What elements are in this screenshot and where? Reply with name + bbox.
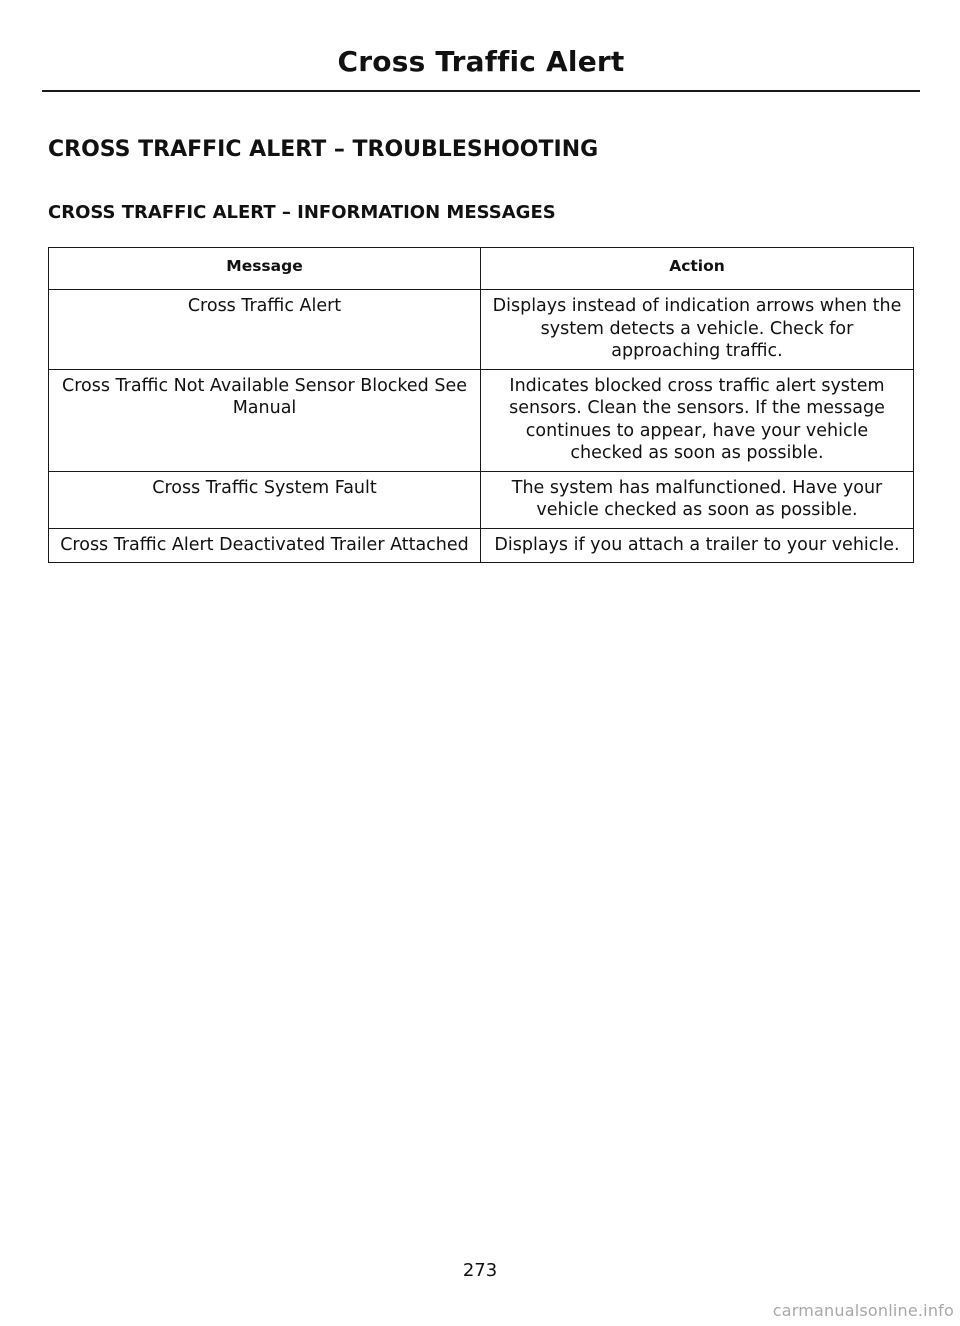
page-number: 273	[462, 1260, 498, 1281]
message-cell: Cross Traffic Alert Deactivated Trailer Attached	[49, 528, 481, 563]
column-header-message: Message	[49, 248, 481, 290]
action-cell: Indicates blocked cross traffic alert system sensors. Clean the sensors. If the message continues to appear, have your vehicle checked as soon as possible.	[481, 369, 914, 471]
table-row	[49, 369, 914, 471]
section-title: CROSS TRAFFIC ALERT – TROUBLESHOOTING	[48, 137, 599, 162]
message-cell: Cross Traffic Not Available Sensor Blocked See Manual	[49, 369, 481, 471]
subsection-title: CROSS TRAFFIC ALERT – INFORMATION MESSAGES	[48, 202, 556, 223]
action-cell: The system has malfunctioned. Have your vehicle checked as soon as possible.	[481, 471, 914, 528]
table-row	[49, 290, 914, 370]
table-row	[49, 471, 914, 528]
column-header-action: Action	[481, 248, 914, 290]
table-row	[49, 528, 914, 563]
table-header-row	[49, 248, 914, 290]
action-cell: Displays instead of indication arrows when the system detects a vehicle. Check for approaching traffic.	[481, 290, 914, 370]
watermark-text: carmanualsonline.info	[772, 1301, 954, 1320]
action-cell: Displays if you attach a trailer to your vehicle.	[481, 528, 914, 563]
page-header	[42, 42, 920, 92]
message-cell: Cross Traffic System Fault	[49, 471, 481, 528]
information-messages-table	[48, 247, 914, 563]
message-cell: Cross Traffic Alert	[49, 290, 481, 370]
page-title: Cross Traffic Alert	[337, 45, 625, 78]
